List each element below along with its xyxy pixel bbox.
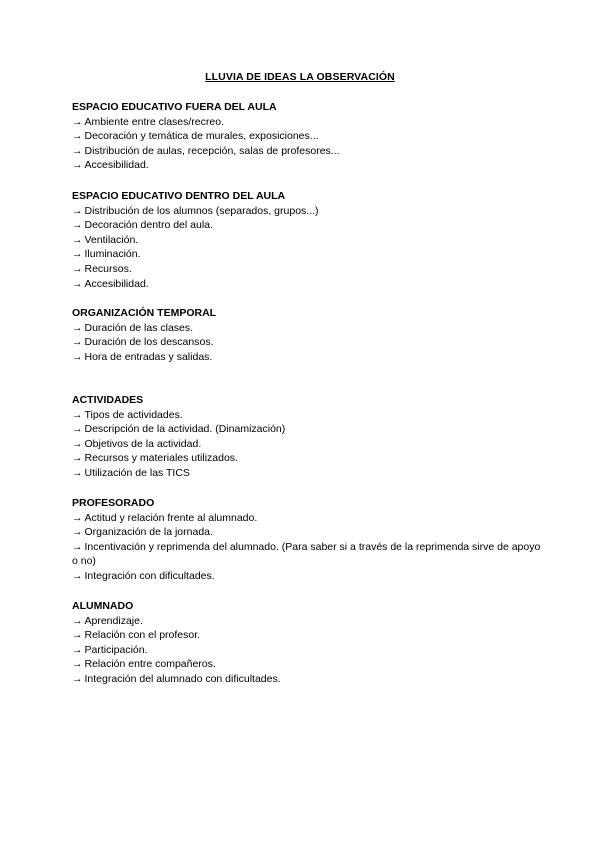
list-item bbox=[72, 321, 542, 336]
list-item bbox=[72, 350, 542, 365]
list-item-text: Aprendizaje. bbox=[84, 614, 143, 627]
section-heading: ESPACIO EDUCATIVO FUERA DEL AULA bbox=[72, 101, 277, 113]
arrow-icon: → bbox=[72, 569, 83, 582]
list-item-text: Ventilación. bbox=[84, 233, 139, 246]
arrow-icon: → bbox=[72, 262, 83, 275]
arrow-icon: → bbox=[72, 540, 83, 553]
arrow-icon: → bbox=[72, 614, 83, 627]
list-item-text: Integración del alumnado con dificultades. bbox=[84, 672, 281, 685]
arrow-icon: → bbox=[72, 526, 83, 539]
list-item-text: Iluminación. bbox=[84, 248, 141, 261]
list-item bbox=[72, 262, 542, 277]
section-espacio-fuera-aula bbox=[72, 100, 542, 173]
list-item bbox=[72, 115, 542, 130]
list-item bbox=[72, 277, 542, 292]
arrow-icon: → bbox=[72, 248, 83, 261]
list-item-text: Distribución de los alumnos (separados, grupos...) bbox=[84, 204, 319, 217]
list-item-text: Distribución de aulas, recepción, salas de profesores... bbox=[84, 144, 340, 157]
section-alumnado bbox=[72, 599, 542, 687]
list-item-text: Participación. bbox=[84, 643, 148, 656]
section-item-list bbox=[72, 321, 542, 365]
arrow-icon: → bbox=[72, 321, 83, 334]
list-item-text: Integración con dificultades. bbox=[84, 569, 215, 582]
arrow-icon: → bbox=[72, 115, 83, 128]
arrow-icon: → bbox=[72, 658, 83, 671]
list-item bbox=[72, 511, 542, 526]
list-item bbox=[72, 204, 542, 219]
arrow-icon: → bbox=[72, 204, 83, 217]
arrow-icon: → bbox=[72, 452, 83, 465]
list-item-text: Tipos de actividades. bbox=[84, 408, 183, 421]
list-item bbox=[72, 525, 542, 540]
list-item bbox=[72, 466, 542, 481]
list-item bbox=[72, 451, 542, 466]
arrow-icon: → bbox=[72, 350, 83, 363]
section-actividades bbox=[72, 393, 542, 481]
arrow-icon: → bbox=[72, 233, 83, 246]
list-item-text: Incentivación y reprimenda del alumnado. (Para saber si a través de la reprimenda sirve de apoyo o no) bbox=[72, 540, 541, 568]
section-item-list bbox=[72, 115, 542, 173]
arrow-icon: → bbox=[72, 629, 83, 642]
list-item bbox=[72, 129, 542, 144]
list-item bbox=[72, 628, 542, 643]
list-item-text: Ambiente entre clases/recreo. bbox=[84, 115, 224, 128]
section-heading: ESPACIO EDUCATIVO DENTRO DEL AULA bbox=[72, 190, 286, 202]
section-heading: ACTIVIDADES bbox=[72, 394, 144, 406]
arrow-icon: → bbox=[72, 277, 83, 290]
document-title: LLUVIA DE IDEAS LA OBSERVACIÓN bbox=[205, 71, 395, 83]
list-item-text: Actitud y relación frente al alumnado. bbox=[84, 511, 258, 524]
list-item-text: Recursos y materiales utilizados. bbox=[84, 452, 238, 465]
arrow-icon: → bbox=[72, 466, 83, 479]
list-item bbox=[72, 335, 542, 350]
arrow-icon: → bbox=[72, 437, 83, 450]
list-item bbox=[72, 422, 542, 437]
section-item-list bbox=[72, 408, 542, 481]
section-organizacion-temporal bbox=[72, 306, 542, 364]
arrow-icon: → bbox=[72, 511, 83, 524]
list-item bbox=[72, 614, 542, 629]
list-item-text: Utilización de las TICS bbox=[84, 466, 190, 479]
list-item bbox=[72, 144, 542, 159]
section-heading: ALUMNADO bbox=[72, 600, 134, 612]
arrow-icon: → bbox=[72, 144, 83, 157]
arrow-icon: → bbox=[72, 643, 83, 656]
section-item-list bbox=[72, 204, 542, 292]
section-espacio-dentro-aula bbox=[72, 189, 542, 291]
list-item-text: Duración de los descansos. bbox=[84, 336, 214, 349]
arrow-icon: → bbox=[72, 130, 83, 143]
section-item-list bbox=[72, 614, 542, 687]
arrow-icon: → bbox=[72, 423, 83, 436]
list-item-text: Accesibilidad. bbox=[84, 277, 149, 290]
list-item-text: Organización de la jornada. bbox=[84, 526, 213, 539]
list-item-text: Duración de las clases. bbox=[84, 321, 194, 334]
list-item bbox=[72, 672, 542, 687]
arrow-icon: → bbox=[72, 219, 83, 232]
arrow-icon: → bbox=[72, 408, 83, 421]
list-item bbox=[72, 247, 542, 262]
arrow-icon: → bbox=[72, 159, 83, 172]
list-item bbox=[72, 158, 542, 173]
list-item bbox=[72, 657, 542, 672]
list-item-text: Relación con el profesor. bbox=[84, 629, 201, 642]
section-heading: PROFESORADO bbox=[72, 497, 155, 509]
arrow-icon: → bbox=[72, 672, 83, 685]
list-item bbox=[72, 408, 542, 423]
list-item bbox=[72, 437, 542, 452]
list-item-text: Recursos. bbox=[84, 262, 132, 275]
list-item-text: Relación entre compañeros. bbox=[84, 658, 216, 671]
arrow-icon: → bbox=[72, 336, 83, 349]
list-item-text: Hora de entradas y salidas. bbox=[84, 350, 213, 363]
list-item bbox=[72, 643, 542, 658]
list-item-text: Decoración dentro del aula. bbox=[84, 219, 213, 232]
section-heading: ORGANIZACIÓN TEMPORAL bbox=[72, 307, 217, 319]
list-item-text: Decoración y temática de murales, exposiciones... bbox=[84, 130, 319, 143]
list-item-text: Descripción de la actividad. (Dinamización) bbox=[84, 423, 286, 436]
list-item-text: Accesibilidad. bbox=[84, 159, 149, 172]
list-item bbox=[72, 569, 542, 584]
section-profesorado bbox=[72, 496, 542, 584]
list-item-text: Objetivos de la actividad. bbox=[84, 437, 202, 450]
list-item bbox=[72, 233, 542, 248]
list-item bbox=[72, 540, 542, 569]
list-item bbox=[72, 218, 542, 233]
section-item-list bbox=[72, 511, 542, 584]
